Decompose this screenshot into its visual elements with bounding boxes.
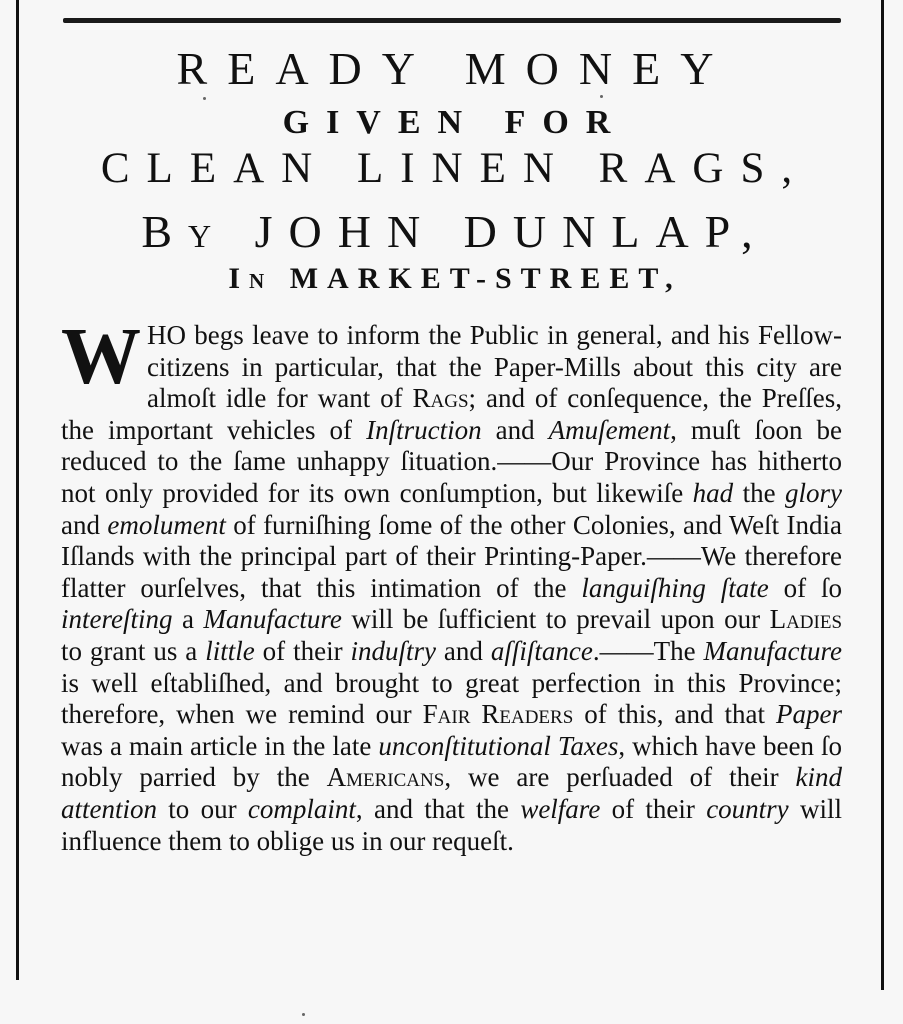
body-segment: , which have been ſo nobly parried by the bbox=[61, 730, 843, 793]
body-segment: Manufacture bbox=[203, 604, 342, 635]
body-segment: unconſtitutional Taxes bbox=[378, 730, 619, 761]
body-segment: and bbox=[436, 635, 491, 666]
body-segment: glory bbox=[785, 477, 842, 508]
body-segment: is well eſtabliſhed, and brought to great perfection in this Province; therefore, when we remind our bbox=[61, 667, 842, 730]
body-segment: languiſhing ſtate bbox=[581, 572, 769, 603]
body-segment: to our bbox=[157, 793, 248, 824]
advertisement-body bbox=[61, 313, 843, 857]
drop-cap: W bbox=[61, 313, 141, 401]
body-segment: intereſting bbox=[61, 604, 173, 635]
body-segment: emolument bbox=[107, 509, 226, 540]
body-segment: Rags bbox=[412, 383, 469, 414]
body-segment: .——The bbox=[592, 635, 704, 666]
body-segment: Inſtruction bbox=[366, 414, 482, 445]
body-segment: country bbox=[706, 793, 789, 824]
body-segment: induſtry bbox=[350, 635, 436, 666]
print-speck bbox=[600, 95, 603, 98]
body-segment: Amuſement bbox=[548, 414, 671, 445]
body-segment: Americans bbox=[326, 762, 445, 793]
body-segment: of furniſhing ſome of the other Colonies, and Weſt India Iſlands with the principal part of their Printing-Paper.——We therefore flatter ourſelves, that this intimation of the bbox=[61, 509, 843, 603]
body-segment: and bbox=[481, 414, 549, 445]
heading-market-street bbox=[40, 262, 870, 296]
left-column-rule bbox=[16, 0, 19, 980]
heading-by-john-dunlap bbox=[40, 205, 870, 258]
body-segment: will influence them to oblige us in our requeſt. bbox=[61, 793, 842, 856]
heading-given-for: GIVEN FOR bbox=[282, 104, 628, 141]
body-segment: , we are perſuaded of their bbox=[444, 762, 796, 793]
body-segment: HO begs leave to inform the Public in general, and his Fellow-citizens in particular, that the Paper-Mills about this city are almoſt idle for want of bbox=[147, 320, 842, 414]
body-segment: welfare bbox=[520, 793, 601, 824]
heading-by: By bbox=[141, 206, 228, 257]
body-segment: and bbox=[61, 509, 108, 540]
body-segment: kind attention bbox=[61, 762, 842, 824]
heading-place: MARKET-STREET, bbox=[289, 262, 682, 295]
body-segment: of their bbox=[600, 793, 707, 824]
print-speck bbox=[203, 97, 206, 100]
body-segment: the bbox=[733, 477, 785, 508]
body-segment: to grant us a bbox=[61, 635, 206, 666]
body-segment: aſſiſtance bbox=[490, 635, 593, 666]
body-segment: was a main article in the late bbox=[61, 730, 379, 761]
body-segment: Fair Readers bbox=[422, 699, 574, 730]
body-segment: complaint bbox=[247, 793, 356, 824]
heading-ready-money: READY MONEY bbox=[176, 43, 734, 94]
body-segment: will be ſufficient to prevail upon our bbox=[341, 604, 770, 635]
right-column-rule bbox=[881, 0, 884, 990]
print-speck bbox=[302, 1013, 305, 1016]
body-segment: Manufacture bbox=[703, 635, 842, 666]
body-segment: of ſo bbox=[768, 572, 842, 603]
heading-name: JOHN DUNLAP, bbox=[254, 206, 769, 257]
body-segment: , muſt ſoon be reduced to the ſame unhappy ſituation.——Our Province has hitherto not only provided for its own conſumption, but likewiſe bbox=[61, 414, 843, 508]
body-segment: of their bbox=[254, 635, 351, 666]
heading-in: In bbox=[228, 262, 274, 295]
body-segment: Paper bbox=[776, 699, 842, 730]
body-segment: little bbox=[205, 635, 255, 666]
body-segment: ; and of conſequence, the Preſſes, the important vehicles of bbox=[61, 383, 842, 445]
body-segment: Ladies bbox=[769, 604, 843, 635]
body-segment: , and that the bbox=[355, 793, 521, 824]
body-segment: of this, and that bbox=[573, 699, 777, 730]
top-rule bbox=[63, 18, 841, 23]
body-segment: a bbox=[172, 604, 204, 635]
heading-clean-linen-rags: CLEAN LINEN RAGS, bbox=[100, 145, 810, 192]
body-segment: had bbox=[692, 477, 734, 508]
